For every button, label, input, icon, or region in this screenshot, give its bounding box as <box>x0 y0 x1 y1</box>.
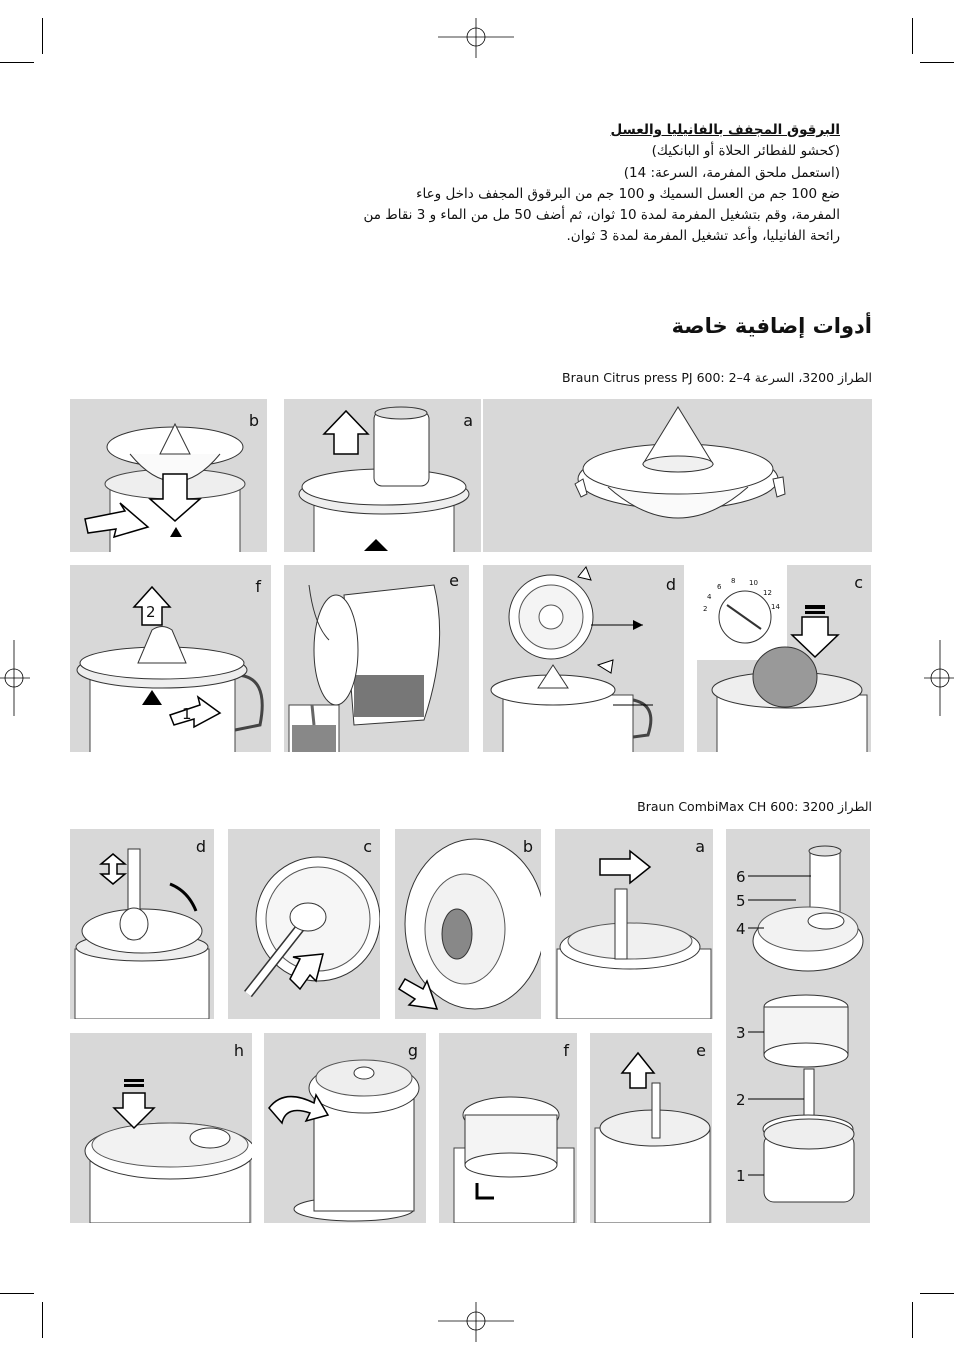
citrus-illustration <box>284 565 469 752</box>
step-label: c <box>854 573 863 592</box>
dial-number: 4 <box>707 593 712 601</box>
combimax-panel-g <box>264 1033 426 1223</box>
part-number: 4 <box>736 920 746 938</box>
recipe-line: رائحة الفانيليا، وأعد تشغيل المفرمة لمدة 3 ثوان. <box>566 228 840 245</box>
combimax-illustration <box>555 829 713 1019</box>
registration-mark <box>438 1302 514 1342</box>
citrus-panel-e <box>284 565 469 752</box>
citrus-panel-f <box>70 565 271 752</box>
dial-number: 2 <box>703 605 708 613</box>
citrus-illustration <box>70 565 271 752</box>
combimax-panel-a <box>555 829 713 1019</box>
combimax-panel-d <box>70 829 214 1019</box>
combimax-caption: Braun CombiMax CH 600: الطراز 3200 <box>637 799 872 814</box>
recipe-block <box>363 120 840 248</box>
dial-number: 10 <box>749 579 758 587</box>
combimax-panel-c <box>228 829 380 1019</box>
citrus-panel-c <box>697 565 871 752</box>
citrus-caption: Braun Citrus press PJ 600: الطراز 3200، السرعة 4–2 <box>562 370 872 385</box>
step-number: 1 <box>182 705 192 723</box>
part-number: 6 <box>736 868 746 886</box>
section-title: أدوات إضافية خاصة <box>671 314 872 338</box>
step-label: a <box>463 411 473 430</box>
recipe-line: ضع 100 جم من العسل السميك و 100 جم من البرقوق المجفف داخل وعاء <box>416 185 840 202</box>
combimax-panel-h <box>70 1033 252 1223</box>
step-label: g <box>407 1041 418 1060</box>
combimax-illustration <box>228 829 380 1019</box>
step-label: f <box>255 577 261 596</box>
combimax-illustration <box>395 829 541 1019</box>
step-label: e <box>449 571 459 590</box>
speed-dial-scale <box>697 565 787 660</box>
part-number: 1 <box>736 1167 746 1185</box>
step-label: b <box>522 837 533 856</box>
step-label: e <box>696 1041 706 1060</box>
step-label: d <box>665 575 676 594</box>
step-label: a <box>695 837 705 856</box>
citrus-overview-panel <box>483 399 872 552</box>
citrus-panel-b <box>70 399 267 552</box>
citrus-press-overview-illustration <box>483 399 872 552</box>
dial-number: 6 <box>717 583 722 591</box>
citrus-illustration <box>70 399 267 552</box>
combimax-exploded-view-illustration <box>726 829 870 1223</box>
combimax-panel-f <box>439 1033 577 1223</box>
dial-number: 12 <box>763 589 772 597</box>
step-label: c <box>363 837 372 856</box>
step-label: d <box>195 837 206 856</box>
recipe-line: المفرمة، وقم بتشغيل المفرمة لمدة 10 ثوان، ثم أضف 50 مل من الماء و 3 نقاط من <box>363 207 840 224</box>
recipe-title: البرقوق المجفف بالفانيليا والعسل <box>610 122 840 138</box>
step-label: h <box>233 1041 244 1060</box>
combimax-illustration <box>70 829 214 1019</box>
combimax-illustration <box>439 1033 577 1223</box>
combimax-parts-panel <box>726 829 870 1223</box>
recipe-line: (كحشو للفطائر الحلاة أو البانكيك) <box>651 143 840 160</box>
citrus-illustration <box>483 565 684 752</box>
step-label: b <box>248 411 259 430</box>
citrus-panel-d <box>483 565 684 752</box>
combimax-illustration <box>590 1033 712 1223</box>
step-label: f <box>563 1041 569 1060</box>
combimax-illustration <box>70 1033 252 1223</box>
citrus-panel-a <box>284 399 481 552</box>
recipe-line: (استعمل ملحق المفرمة، السرعة: 14) <box>623 164 840 181</box>
step-number: 2 <box>146 603 156 621</box>
combimax-panel-e <box>590 1033 712 1223</box>
registration-mark <box>438 18 514 58</box>
citrus-illustration <box>284 399 481 552</box>
part-number: 5 <box>736 892 746 910</box>
dial-number: 8 <box>731 577 736 585</box>
combimax-panel-b <box>395 829 541 1019</box>
registration-mark <box>0 640 30 716</box>
dial-number: 14 <box>771 603 780 611</box>
registration-mark <box>924 640 954 716</box>
part-number: 2 <box>736 1091 746 1109</box>
part-number: 3 <box>736 1024 746 1042</box>
combimax-illustration <box>264 1033 426 1223</box>
